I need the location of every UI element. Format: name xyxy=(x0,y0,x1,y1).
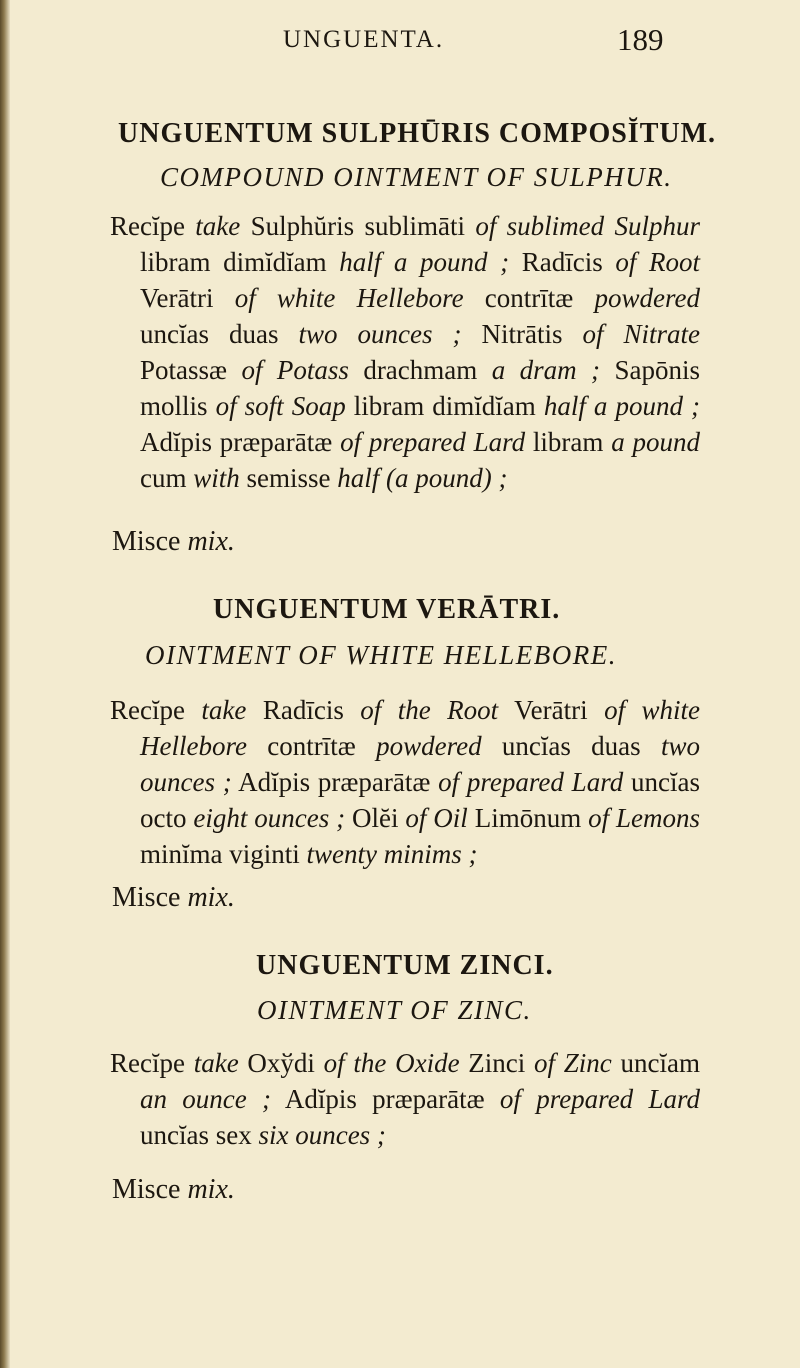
translation-run: of Nitrate xyxy=(582,319,700,349)
latin-run: minĭma viginti xyxy=(140,839,307,869)
translation-run: of the Root xyxy=(360,695,499,725)
translation-run: of Lemons xyxy=(588,803,700,833)
misce-line xyxy=(112,882,235,914)
latin-run: Radīcis xyxy=(246,695,361,725)
latin-run: contrītæ xyxy=(463,283,595,313)
translation-run: of prepared Lard xyxy=(499,1084,700,1114)
page-number: 189 xyxy=(617,22,664,57)
misce-word: Misce xyxy=(112,882,181,913)
latin-run: Oxўdi xyxy=(238,1048,324,1078)
latin-run: Adĭpis præparātæ xyxy=(140,427,341,457)
translation-run: of white Hellebore xyxy=(234,283,464,313)
latin-run: Recĭpe xyxy=(110,695,202,725)
latin-run: Olĕi xyxy=(345,803,406,833)
translation-run: half (a pound) ; xyxy=(337,463,508,493)
translation-run: of white Hellebore xyxy=(140,695,701,761)
latin-run: Recĭpe xyxy=(110,211,196,241)
translation-run: twenty minims ; xyxy=(306,839,478,869)
translation-run: two ounces ; xyxy=(298,319,462,349)
translation-run: take xyxy=(201,695,247,725)
latin-run: uncĭas duas xyxy=(140,319,299,349)
translation-run: powdered xyxy=(376,731,482,761)
misce-line xyxy=(112,1174,235,1206)
translation-run: of Zinc xyxy=(534,1048,612,1078)
misce-word: Misce xyxy=(112,1174,181,1205)
mix-word: mix. xyxy=(187,882,235,913)
section-subtitle: OINTMENT OF ZINC. xyxy=(257,995,532,1025)
translation-run: six ounces ; xyxy=(258,1120,386,1150)
latin-run: cum xyxy=(140,463,194,493)
latin-run: Adĭpis præparātæ xyxy=(271,1084,500,1114)
translation-run: half a pound ; xyxy=(543,391,700,421)
latin-run: semisse xyxy=(239,463,338,493)
latin-run: Verātri xyxy=(140,283,235,313)
translation-run: of prepared Lard xyxy=(340,427,526,457)
latin-run: Adĭpis præparātæ xyxy=(231,767,439,797)
latin-run: libram dimĭdĭam xyxy=(345,391,544,421)
recipe-text xyxy=(110,692,700,872)
translation-run: of Potass xyxy=(241,355,349,385)
latin-run: Sulphŭris sublimāti xyxy=(240,211,476,241)
latin-run: libram dimĭdĭam xyxy=(140,247,340,277)
translation-run: of Root xyxy=(615,247,700,277)
misce-line xyxy=(112,526,235,558)
latin-run: Limōnum xyxy=(467,803,589,833)
translation-run: of the Oxide xyxy=(323,1048,460,1078)
latin-run: libram xyxy=(525,427,612,457)
recipe-text xyxy=(110,1045,700,1153)
latin-run: uncĭas octo xyxy=(140,767,700,833)
translation-run: take xyxy=(193,1048,239,1078)
latin-run: uncĭas duas xyxy=(481,731,661,761)
latin-run: Zinci xyxy=(459,1048,535,1078)
page-gutter-shadow xyxy=(0,0,10,1368)
latin-run: Nitrātis xyxy=(461,319,583,349)
latin-run: contrītæ xyxy=(246,731,377,761)
latin-run: Verātri xyxy=(498,695,605,725)
translation-run: of Oil xyxy=(405,803,468,833)
latin-run: Recĭpe xyxy=(110,1048,194,1078)
translation-run: half a pound ; xyxy=(339,247,510,277)
mix-word: mix. xyxy=(187,526,235,557)
section-title: UNGUENTUM VERĀTRI. xyxy=(213,594,561,625)
translation-run: of prepared Lard xyxy=(438,767,624,797)
translation-run: take xyxy=(195,211,241,241)
misce-word: Misce xyxy=(112,526,181,557)
translation-run: powdered xyxy=(594,283,700,313)
translation-run: two ounces ; xyxy=(140,731,700,797)
translation-run: of sublimed Sulphur xyxy=(475,211,700,241)
section-subtitle: OINTMENT OF WHITE HELLEBORE. xyxy=(145,640,618,670)
latin-run: uncĭas sex xyxy=(140,1120,259,1150)
latin-run: Sapōnis mollis xyxy=(140,355,700,421)
translation-run: eight ounces ; xyxy=(193,803,346,833)
running-head: UNGUENTA. xyxy=(283,26,445,53)
latin-run: Radīcis xyxy=(509,247,616,277)
section-title: UNGUENTUM SULPHŪRIS COMPOSĬTUM. xyxy=(118,118,717,149)
translation-run: an ounce ; xyxy=(140,1084,272,1114)
translation-run: a pound xyxy=(611,427,700,457)
latin-run: drachmam xyxy=(348,355,492,385)
section-subtitle: COMPOUND OINTMENT OF SULPHUR. xyxy=(160,162,673,192)
recipe-text xyxy=(110,208,700,496)
translation-run: with xyxy=(193,463,240,493)
latin-run: uncĭam xyxy=(611,1048,700,1078)
translation-run: of soft Soap xyxy=(215,391,346,421)
mix-word: mix. xyxy=(187,1174,235,1205)
translation-run: a dram ; xyxy=(491,355,601,385)
section-title: UNGUENTUM ZINCI. xyxy=(256,950,554,981)
page-header xyxy=(0,20,800,70)
latin-run: Potassæ xyxy=(140,355,242,385)
